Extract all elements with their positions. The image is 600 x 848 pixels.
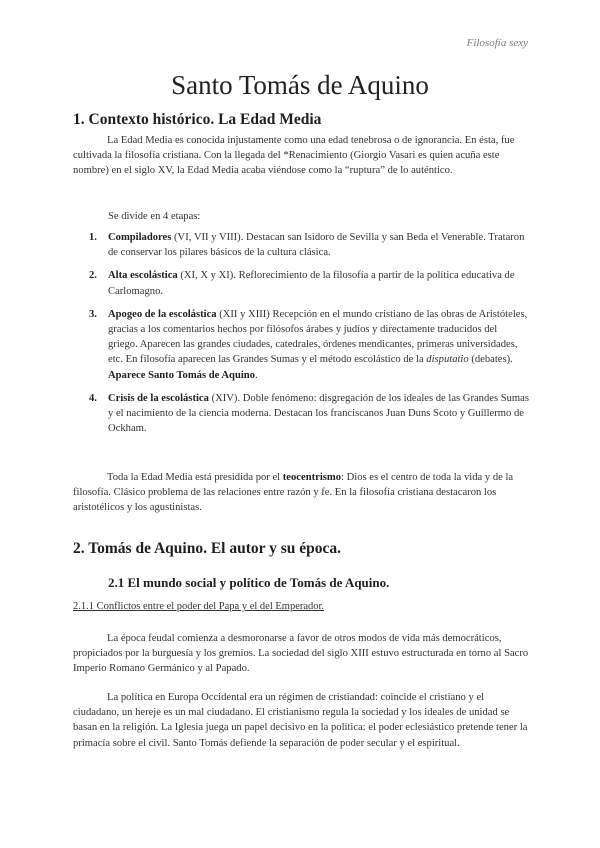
closing-pre: Toda la Edad Media está presidida por el — [107, 472, 283, 483]
closing-bold-term: teocentrismo — [282, 472, 342, 483]
stages-list — [73, 230, 529, 444]
section2-paragraph-1: La época feudal comienza a desmoronarse a favor de otros modos de vida más democráticos, propiciados por la burguesía y los gremios. La sociedad del siglo XIII estuvo estructurada en torno al Sacro Imperio Romano Germánico y al Papado. — [73, 633, 529, 675]
section1-intro: La Edad Media es conocida injustamente como una edad tenebrosa o de ignorancia. En ésta, fue cultivada la filosofía cristiana. Con la llegada del *Renacimiento (Giorgio Vasari es quien acuña este nombre) en el siglo XV, la Edad Media acaba viéndose como la “ruptura” de lo auténtico. — [73, 135, 515, 177]
stage-name: Compiladores — [108, 232, 172, 243]
stage-bold-end: Aparece Santo Tomás de Aquino — [108, 369, 255, 381]
stage-name: Apogeo de la escolástica — [108, 308, 217, 320]
stage-number: 1. — [89, 232, 97, 243]
stage-name: Alta escolástica — [108, 270, 178, 282]
stage-tail: . — [254, 369, 258, 381]
stage-number: 3. — [89, 308, 97, 320]
stages-lead: Se divide en 4 etapas: — [108, 211, 201, 222]
stage-name: Crisis de la escolástica — [108, 392, 209, 404]
stage-text: (VI, VII y VIII). Destacan san Isidoro de Sevilla y san Beda el Venerable. Trataron de conservar los pilares básicos de la cultura clásica. — [108, 232, 525, 259]
stage-text-cont: (debates). — [468, 354, 513, 366]
stage-item — [73, 268, 529, 298]
stage-text: (XI, X y XI). Reflorecimiento de la filosofía a partir de la política educativa de Carlomagno. — [108, 270, 515, 297]
section2-paragraph-2: La política en Europa Occidental era un régimen de cristiandad: coincide el cristiano y el ciudadano, un hereje es un mal ciudadano. El cristianismo regula la sociedad y los ideales de unidad se basan en la religión. La Iglesia juega un papel decisivo en la política: el poder eclesiástico pretende tener la primacía sobre el civil. Santo Tomás defiende la separación de poder secular y el espiritual. — [73, 692, 528, 749]
document-title: Santo Tomás de Aquino — [171, 70, 429, 100]
header-note: Filosofía sexy — [466, 37, 528, 49]
stage-item — [73, 391, 529, 437]
section2-sub-heading: 2.1 El mundo social y político de Tomás de Aquino. — [108, 575, 390, 590]
section2-heading: 2. Tomás de Aquino. El autor y su época. — [73, 540, 342, 557]
stage-text: (XIV). Doble fenómeno: disgregación de los ideales de las Grandes Sumas y el nacimiento de la ciencia moderna. Destacan los franciscanos Juan Duns Scoto y Guillermo de Ockham. — [108, 392, 530, 435]
stage-text: (XII y XIII) Recepción en el mundo cristiano de las obras de Aristóteles, gracias a los comentarios hechos por filósofos árabes y judíos y directamente traducidos del griego. Aparecen las grandes ciudades, catedrales, órdenes mendicantes, primeras universidades, etc. En filosofía aparecen las Grandes Sumas y el método escolástico de la — [108, 308, 528, 366]
section1-closing — [73, 470, 529, 516]
stage-item — [73, 230, 529, 260]
stage-italic-term: disputatio — [426, 354, 469, 366]
section2-subsub-heading: 2.1.1 Conflictos entre el poder del Papa y el del Emperador. — [73, 601, 325, 612]
stage-number: 2. — [89, 270, 97, 282]
stage-number: 4. — [89, 392, 97, 404]
closing-post: : Dios es el centro de toda la vida y de la filosofía. Clásico problema de las relaciones entre razón y fe. En la filosofía cristiana destacaron los aristotélicos y los agustinistas. — [73, 472, 514, 514]
stage-item — [73, 307, 529, 383]
section1-heading: 1. Contexto histórico. La Edad Media — [73, 111, 322, 128]
